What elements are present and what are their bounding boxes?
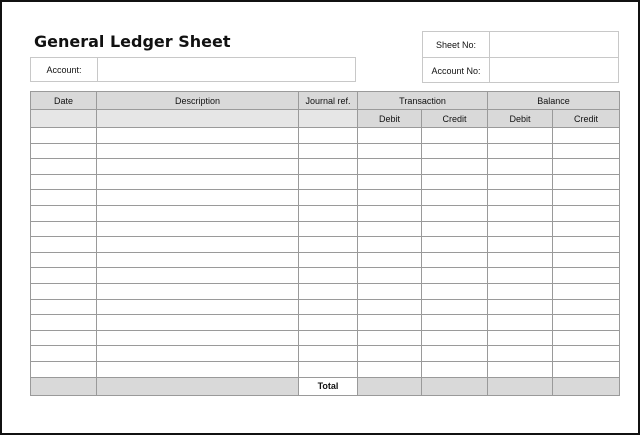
balance-credit-cell[interactable] bbox=[553, 252, 620, 268]
transaction-debit-header: Debit bbox=[358, 110, 422, 128]
transaction-credit-cell[interactable] bbox=[422, 361, 488, 377]
journal-ref-cell[interactable] bbox=[299, 237, 358, 253]
account-label: Account: bbox=[31, 58, 98, 81]
balance-credit-cell[interactable] bbox=[553, 315, 620, 331]
transaction-debit-cell[interactable] bbox=[358, 190, 422, 206]
transaction-debit-cell[interactable] bbox=[358, 159, 422, 175]
ledger-row bbox=[31, 315, 620, 331]
balance-header: Balance bbox=[488, 92, 620, 110]
journal-ref-cell[interactable] bbox=[299, 361, 358, 377]
description-cell[interactable] bbox=[97, 268, 299, 284]
description-cell[interactable] bbox=[97, 190, 299, 206]
balance-credit-cell[interactable] bbox=[553, 159, 620, 175]
balance-credit-header: Credit bbox=[553, 110, 620, 128]
description-header: Description bbox=[97, 92, 299, 110]
balance-credit-cell[interactable] bbox=[553, 346, 620, 362]
total-row bbox=[31, 377, 620, 395]
balance-debit-cell[interactable] bbox=[488, 128, 553, 144]
description-cell[interactable] bbox=[97, 252, 299, 268]
journal-ref-cell[interactable] bbox=[299, 330, 358, 346]
balance-debit-cell[interactable] bbox=[488, 143, 553, 159]
total-blank-cell bbox=[97, 377, 299, 395]
description-cell[interactable] bbox=[97, 143, 299, 159]
account-field bbox=[30, 57, 356, 82]
description-cell[interactable] bbox=[97, 159, 299, 175]
transaction-credit-cell[interactable] bbox=[422, 283, 488, 299]
description-cell[interactable] bbox=[97, 237, 299, 253]
date-cell[interactable] bbox=[31, 268, 97, 284]
total-label: Total bbox=[299, 377, 358, 395]
date-cell[interactable] bbox=[31, 361, 97, 377]
date-header: Date bbox=[31, 92, 97, 110]
description-cell[interactable] bbox=[97, 330, 299, 346]
balance-debit-header: Debit bbox=[488, 110, 553, 128]
ledger-row bbox=[31, 346, 620, 362]
description-cell[interactable] bbox=[97, 128, 299, 144]
description-cell[interactable] bbox=[97, 283, 299, 299]
ledger-row bbox=[31, 283, 620, 299]
ledger-row bbox=[31, 237, 620, 253]
journal-ref-cell[interactable] bbox=[299, 190, 358, 206]
journal-ref-cell[interactable] bbox=[299, 283, 358, 299]
subheader-row bbox=[31, 110, 620, 128]
transaction-credit-cell[interactable] bbox=[422, 268, 488, 284]
transaction-credit-cell[interactable] bbox=[422, 299, 488, 315]
transaction-credit-cell[interactable] bbox=[422, 315, 488, 331]
ledger-row bbox=[31, 221, 620, 237]
transaction-debit-cell[interactable] bbox=[358, 315, 422, 331]
transaction-credit-cell[interactable] bbox=[422, 143, 488, 159]
balance-debit-cell[interactable] bbox=[488, 283, 553, 299]
balance-credit-cell[interactable] bbox=[553, 221, 620, 237]
ledger-row bbox=[31, 174, 620, 190]
transaction-debit-cell[interactable] bbox=[358, 174, 422, 190]
transaction-debit-cell[interactable] bbox=[358, 346, 422, 362]
date-cell[interactable] bbox=[31, 221, 97, 237]
ledger-body bbox=[31, 128, 620, 378]
transaction-debit-cell[interactable] bbox=[358, 221, 422, 237]
balance-debit-cell[interactable] bbox=[488, 346, 553, 362]
total-blank-cell bbox=[31, 377, 97, 395]
description-cell[interactable] bbox=[97, 315, 299, 331]
description-cell[interactable] bbox=[97, 361, 299, 377]
date-cell[interactable] bbox=[31, 315, 97, 331]
journal-ref-cell[interactable] bbox=[299, 128, 358, 144]
journal-ref-cell[interactable] bbox=[299, 268, 358, 284]
description-cell[interactable] bbox=[97, 346, 299, 362]
ledger-row bbox=[31, 268, 620, 284]
date-cell[interactable] bbox=[31, 128, 97, 144]
account-input[interactable] bbox=[98, 58, 355, 81]
balance-credit-cell[interactable] bbox=[553, 190, 620, 206]
transaction-debit-cell[interactable] bbox=[358, 237, 422, 253]
ledger-row bbox=[31, 143, 620, 159]
date-cell[interactable] bbox=[31, 346, 97, 362]
balance-credit-cell[interactable] bbox=[553, 283, 620, 299]
transaction-credit-cell[interactable] bbox=[422, 190, 488, 206]
transaction-credit-header: Credit bbox=[422, 110, 488, 128]
journal-ref-cell[interactable] bbox=[299, 299, 358, 315]
ledger-row bbox=[31, 330, 620, 346]
journal-ref-header: Journal ref. bbox=[299, 92, 358, 110]
sheet-no-input[interactable] bbox=[490, 32, 618, 57]
journal-ref-cell[interactable] bbox=[299, 315, 358, 331]
balance-debit-cell[interactable] bbox=[488, 205, 553, 221]
date-subheader bbox=[31, 110, 97, 128]
transaction-debit-cell[interactable] bbox=[358, 361, 422, 377]
date-cell[interactable] bbox=[31, 237, 97, 253]
balance-debit-cell[interactable] bbox=[488, 159, 553, 175]
journal-ref-cell[interactable] bbox=[299, 174, 358, 190]
date-cell[interactable] bbox=[31, 299, 97, 315]
journal-ref-cell[interactable] bbox=[299, 221, 358, 237]
balance-debit-cell[interactable] bbox=[488, 221, 553, 237]
account-no-label: Account No: bbox=[423, 58, 490, 83]
sheet-meta bbox=[422, 31, 619, 83]
sheet-no-row bbox=[423, 32, 618, 57]
date-cell[interactable] bbox=[31, 174, 97, 190]
ledger-row bbox=[31, 299, 620, 315]
transaction-credit-cell[interactable] bbox=[422, 205, 488, 221]
journal-ref-subheader bbox=[299, 110, 358, 128]
transaction-header: Transaction bbox=[358, 92, 488, 110]
transaction-debit-cell[interactable] bbox=[358, 330, 422, 346]
balance-credit-cell[interactable] bbox=[553, 205, 620, 221]
sheet-no-label: Sheet No: bbox=[423, 32, 490, 57]
date-cell[interactable] bbox=[31, 283, 97, 299]
balance-credit-cell[interactable] bbox=[553, 128, 620, 144]
description-cell[interactable] bbox=[97, 174, 299, 190]
header-row bbox=[31, 92, 620, 110]
date-cell[interactable] bbox=[31, 143, 97, 159]
balance-credit-cell[interactable] bbox=[553, 299, 620, 315]
page-title: General Ledger Sheet bbox=[34, 32, 231, 51]
transaction-debit-cell[interactable] bbox=[358, 128, 422, 144]
ledger-row bbox=[31, 190, 620, 206]
account-no-input[interactable] bbox=[490, 58, 618, 83]
description-cell[interactable] bbox=[97, 299, 299, 315]
journal-ref-cell[interactable] bbox=[299, 205, 358, 221]
transaction-credit-cell[interactable] bbox=[422, 221, 488, 237]
transaction-credit-cell[interactable] bbox=[422, 174, 488, 190]
ledger-table bbox=[30, 91, 620, 396]
balance-debit-cell[interactable] bbox=[488, 315, 553, 331]
balance-debit-cell[interactable] bbox=[488, 174, 553, 190]
account-no-row bbox=[423, 57, 618, 83]
date-cell[interactable] bbox=[31, 252, 97, 268]
balance-credit-cell[interactable] bbox=[553, 143, 620, 159]
balance-credit-cell[interactable] bbox=[553, 268, 620, 284]
journal-ref-cell[interactable] bbox=[299, 346, 358, 362]
transaction-credit-cell[interactable] bbox=[422, 252, 488, 268]
transaction-debit-cell[interactable] bbox=[358, 143, 422, 159]
date-cell[interactable] bbox=[31, 190, 97, 206]
balance-debit-cell[interactable] bbox=[488, 252, 553, 268]
journal-ref-cell[interactable] bbox=[299, 143, 358, 159]
transaction-credit-cell[interactable] bbox=[422, 128, 488, 144]
balance-credit-cell[interactable] bbox=[553, 237, 620, 253]
balance-debit-cell[interactable] bbox=[488, 268, 553, 284]
date-cell[interactable] bbox=[31, 330, 97, 346]
date-cell[interactable] bbox=[31, 159, 97, 175]
ledger-row bbox=[31, 252, 620, 268]
transaction-debit-cell[interactable] bbox=[358, 252, 422, 268]
balance-credit-cell[interactable] bbox=[553, 330, 620, 346]
ledger-row bbox=[31, 361, 620, 377]
total-balance-debit[interactable] bbox=[488, 377, 553, 395]
description-cell[interactable] bbox=[97, 205, 299, 221]
transaction-debit-cell[interactable] bbox=[358, 299, 422, 315]
ledger-row bbox=[31, 205, 620, 221]
total-transaction-credit[interactable] bbox=[422, 377, 488, 395]
total-transaction-debit[interactable] bbox=[358, 377, 422, 395]
balance-debit-cell[interactable] bbox=[488, 237, 553, 253]
balance-debit-cell[interactable] bbox=[488, 299, 553, 315]
ledger-row bbox=[31, 128, 620, 144]
total-balance-credit[interactable] bbox=[553, 377, 620, 395]
journal-ref-cell[interactable] bbox=[299, 252, 358, 268]
description-cell[interactable] bbox=[97, 221, 299, 237]
transaction-credit-cell[interactable] bbox=[422, 346, 488, 362]
description-subheader bbox=[97, 110, 299, 128]
ledger-row bbox=[31, 159, 620, 175]
date-cell[interactable] bbox=[31, 205, 97, 221]
balance-credit-cell[interactable] bbox=[553, 361, 620, 377]
transaction-credit-cell[interactable] bbox=[422, 330, 488, 346]
balance-debit-cell[interactable] bbox=[488, 361, 553, 377]
transaction-credit-cell[interactable] bbox=[422, 237, 488, 253]
balance-debit-cell[interactable] bbox=[488, 190, 553, 206]
balance-debit-cell[interactable] bbox=[488, 330, 553, 346]
transaction-credit-cell[interactable] bbox=[422, 159, 488, 175]
transaction-debit-cell[interactable] bbox=[358, 283, 422, 299]
transaction-debit-cell[interactable] bbox=[358, 268, 422, 284]
transaction-debit-cell[interactable] bbox=[358, 205, 422, 221]
journal-ref-cell[interactable] bbox=[299, 159, 358, 175]
balance-credit-cell[interactable] bbox=[553, 174, 620, 190]
